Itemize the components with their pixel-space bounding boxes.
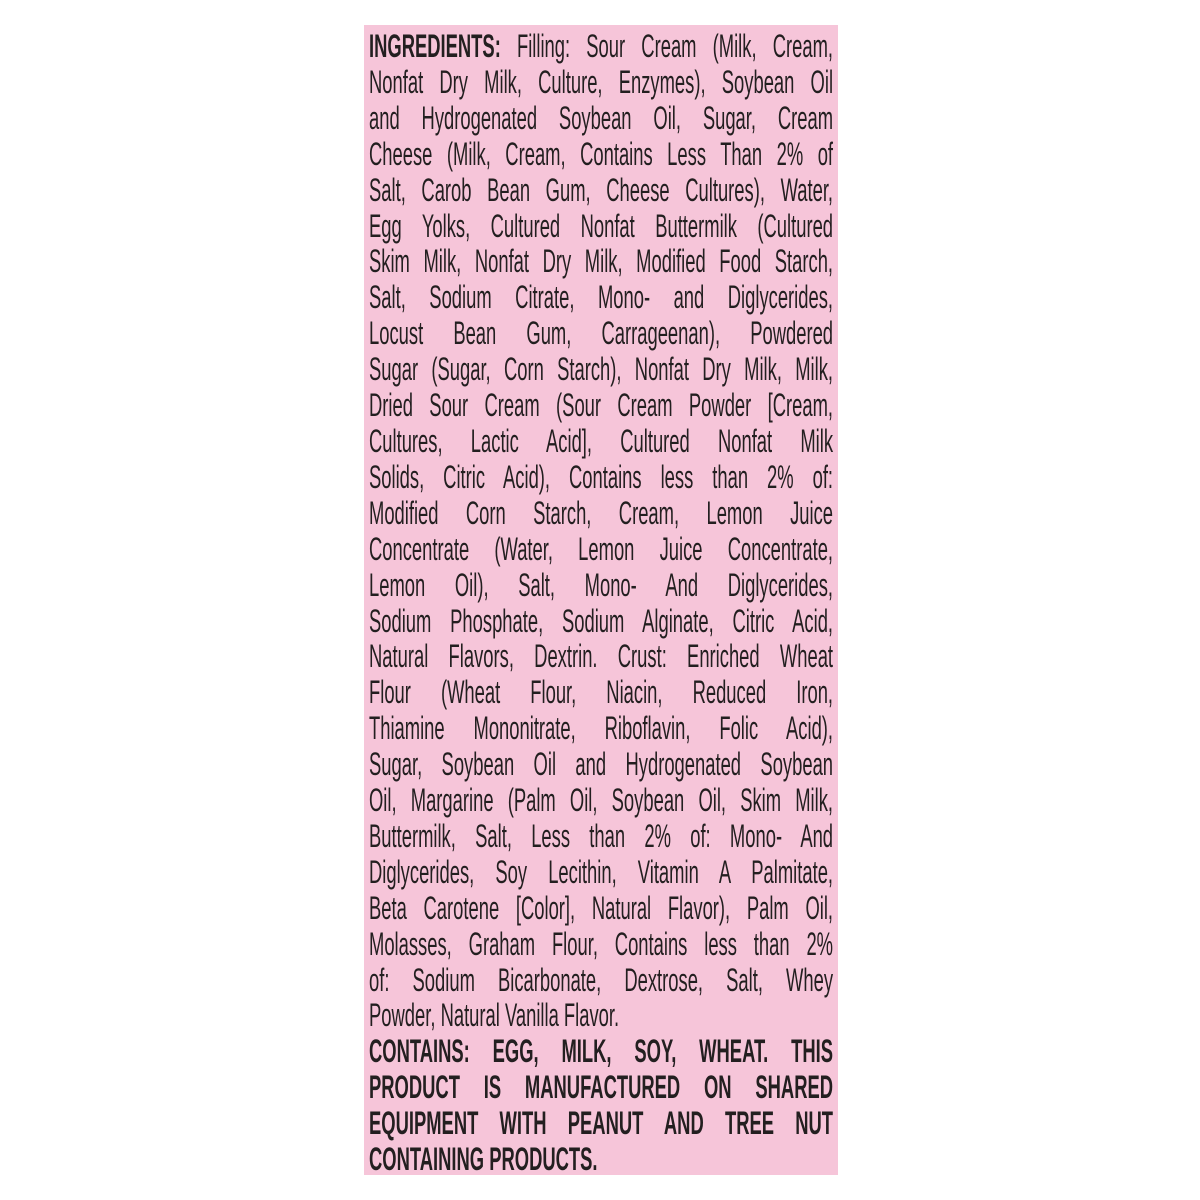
ingredients-line: INGREDIENTS: Filling: Sour Cream (Milk, Cream, [369, 28, 834, 64]
ingredients-line: Salt, Sodium Citrate, Mono- and Diglycerides, [369, 279, 834, 316]
ingredients-line: Sodium Phosphate, Sodium Alginate, Citric Acid, [369, 602, 834, 639]
ingredients-line: Diglycerides, Soy Lecithin, Vitamin A Palmitate, [369, 853, 834, 890]
ingredients-line: Solids, Citric Acid), Contains less than 2% of: [369, 458, 834, 495]
ingredients-line: Cheese (Milk, Cream, Contains Less Than 2% of [369, 135, 834, 172]
ingredients-heading: INGREDIENTS: [369, 28, 501, 64]
ingredients-line: Powder, Natural Vanilla Flavor. [369, 997, 620, 1034]
allergen-section [369, 1034, 833, 1175]
allergen-line: CONTAINS: EGG, MILK, SOY, WHEAT. THIS [369, 1033, 834, 1070]
ingredients-line: Cultures, Lactic Acid], Cultured Nonfat Milk [369, 422, 834, 459]
allergen-line: EQUIPMENT WITH PEANUT AND TREE NUT [369, 1105, 834, 1142]
ingredients-line: Beta Carotene [Color], Natural Flavor), Palm Oil, [369, 889, 834, 926]
ingredients-section [369, 29, 833, 1034]
allergen-line: CONTAINING PRODUCTS. [369, 1141, 598, 1175]
ingredients-line: Flour (Wheat Flour, Niacin, Reduced Iron, [369, 674, 834, 711]
ingredients-line: Sugar (Sugar, Corn Starch), Nonfat Dry Milk, Milk, [369, 351, 834, 388]
ingredients-line: Skim Milk, Nonfat Dry Milk, Modified Food Starch, [369, 243, 834, 280]
ingredients-line: Thiamine Mononitrate, Riboflavin, Folic Acid), [369, 710, 834, 747]
ingredients-line: Nonfat Dry Milk, Culture, Enzymes), Soybean Oil [369, 63, 834, 100]
ingredients-line: Sugar, Soybean Oil and Hydrogenated Soybean [369, 746, 834, 783]
ingredients-line: Oil, Margarine (Palm Oil, Soybean Oil, Skim Milk, [369, 782, 834, 819]
label-text [369, 29, 833, 1175]
ingredients-line: Natural Flavors, Dextrin. Crust: Enriched Wheat [369, 638, 834, 675]
allergen-line: PRODUCT IS MANUFACTURED ON SHARED [369, 1069, 834, 1106]
ingredients-line: Molasses, Graham Flour, Contains less than 2% [369, 925, 834, 962]
ingredients-line: and Hydrogenated Soybean Oil, Sugar, Cream [369, 99, 834, 136]
ingredients-line: of: Sodium Bicarbonate, Dextrose, Salt, Whey [369, 961, 834, 998]
ingredients-line: Lemon Oil), Salt, Mono- And Diglycerides, [369, 566, 834, 603]
ingredients-line: Salt, Carob Bean Gum, Cheese Cultures), Water, [369, 171, 834, 208]
ingredients-line: Buttermilk, Salt, Less than 2% of: Mono- And [369, 817, 834, 854]
ingredients-line: Concentrate (Water, Lemon Juice Concentrate, [369, 530, 834, 567]
ingredients-line: Locust Bean Gum, Carrageenan), Powdered [369, 315, 834, 352]
ingredients-line: Egg Yolks, Cultured Nonfat Buttermilk (Cultured [369, 207, 834, 244]
ingredients-label-panel [364, 25, 838, 1175]
ingredients-line: Dried Sour Cream (Sour Cream Powder [Cream, [369, 387, 834, 424]
ingredients-line: Modified Corn Starch, Cream, Lemon Juice [369, 494, 834, 531]
